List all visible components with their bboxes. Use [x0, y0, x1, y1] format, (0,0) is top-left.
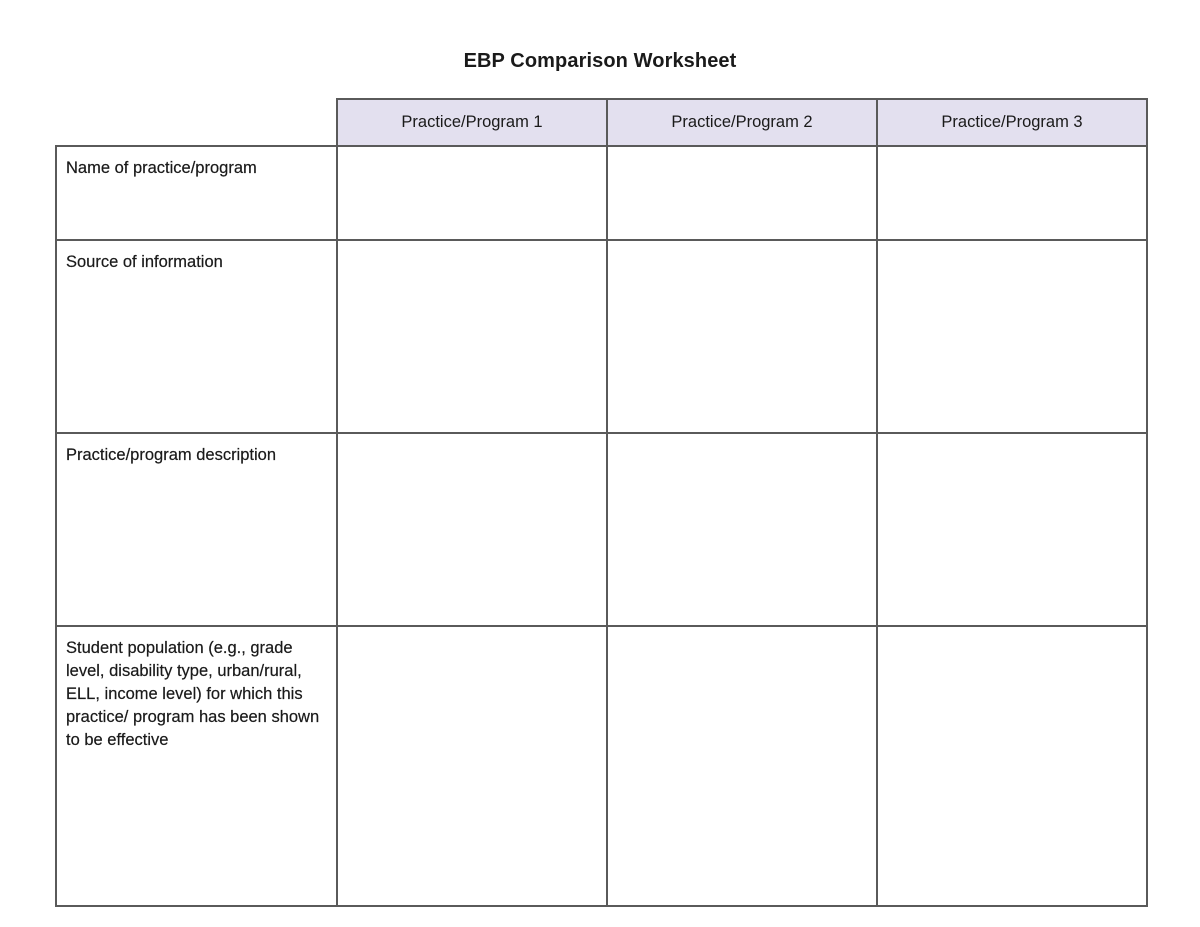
row-label-description: Practice/program description [56, 433, 337, 626]
comparison-table [55, 98, 1148, 907]
cell-population-program-2[interactable] [607, 626, 877, 906]
cell-population-program-3[interactable] [877, 626, 1147, 906]
cell-source-program-1[interactable] [337, 240, 607, 433]
worksheet-title: EBP Comparison Worksheet [463, 50, 737, 72]
cell-description-program-3[interactable] [877, 433, 1147, 626]
cell-description-program-2[interactable] [607, 433, 877, 626]
cell-name-program-3[interactable] [877, 146, 1147, 240]
table-row-source [56, 240, 1147, 433]
table-row-population [56, 626, 1147, 906]
table-row-name [56, 146, 1147, 240]
column-header-program-2: Practice/Program 2 [607, 99, 877, 146]
cell-source-program-3[interactable] [877, 240, 1147, 433]
cell-name-program-1[interactable] [337, 146, 607, 240]
header-corner-cell [56, 99, 337, 146]
header-row [56, 99, 1147, 146]
row-label-name: Name of practice/program [56, 146, 337, 240]
column-header-program-1: Practice/Program 1 [337, 99, 607, 146]
cell-population-program-1[interactable] [337, 626, 607, 906]
cell-description-program-1[interactable] [337, 433, 607, 626]
column-header-program-3: Practice/Program 3 [877, 99, 1147, 146]
row-label-population: Student population (e.g., grade level, disability type, urban/rural, ELL, income level) for which this practice/ program has been shown to be effective [56, 626, 337, 906]
cell-name-program-2[interactable] [607, 146, 877, 240]
table-row-description [56, 433, 1147, 626]
row-label-source: Source of information [56, 240, 337, 433]
cell-source-program-2[interactable] [607, 240, 877, 433]
